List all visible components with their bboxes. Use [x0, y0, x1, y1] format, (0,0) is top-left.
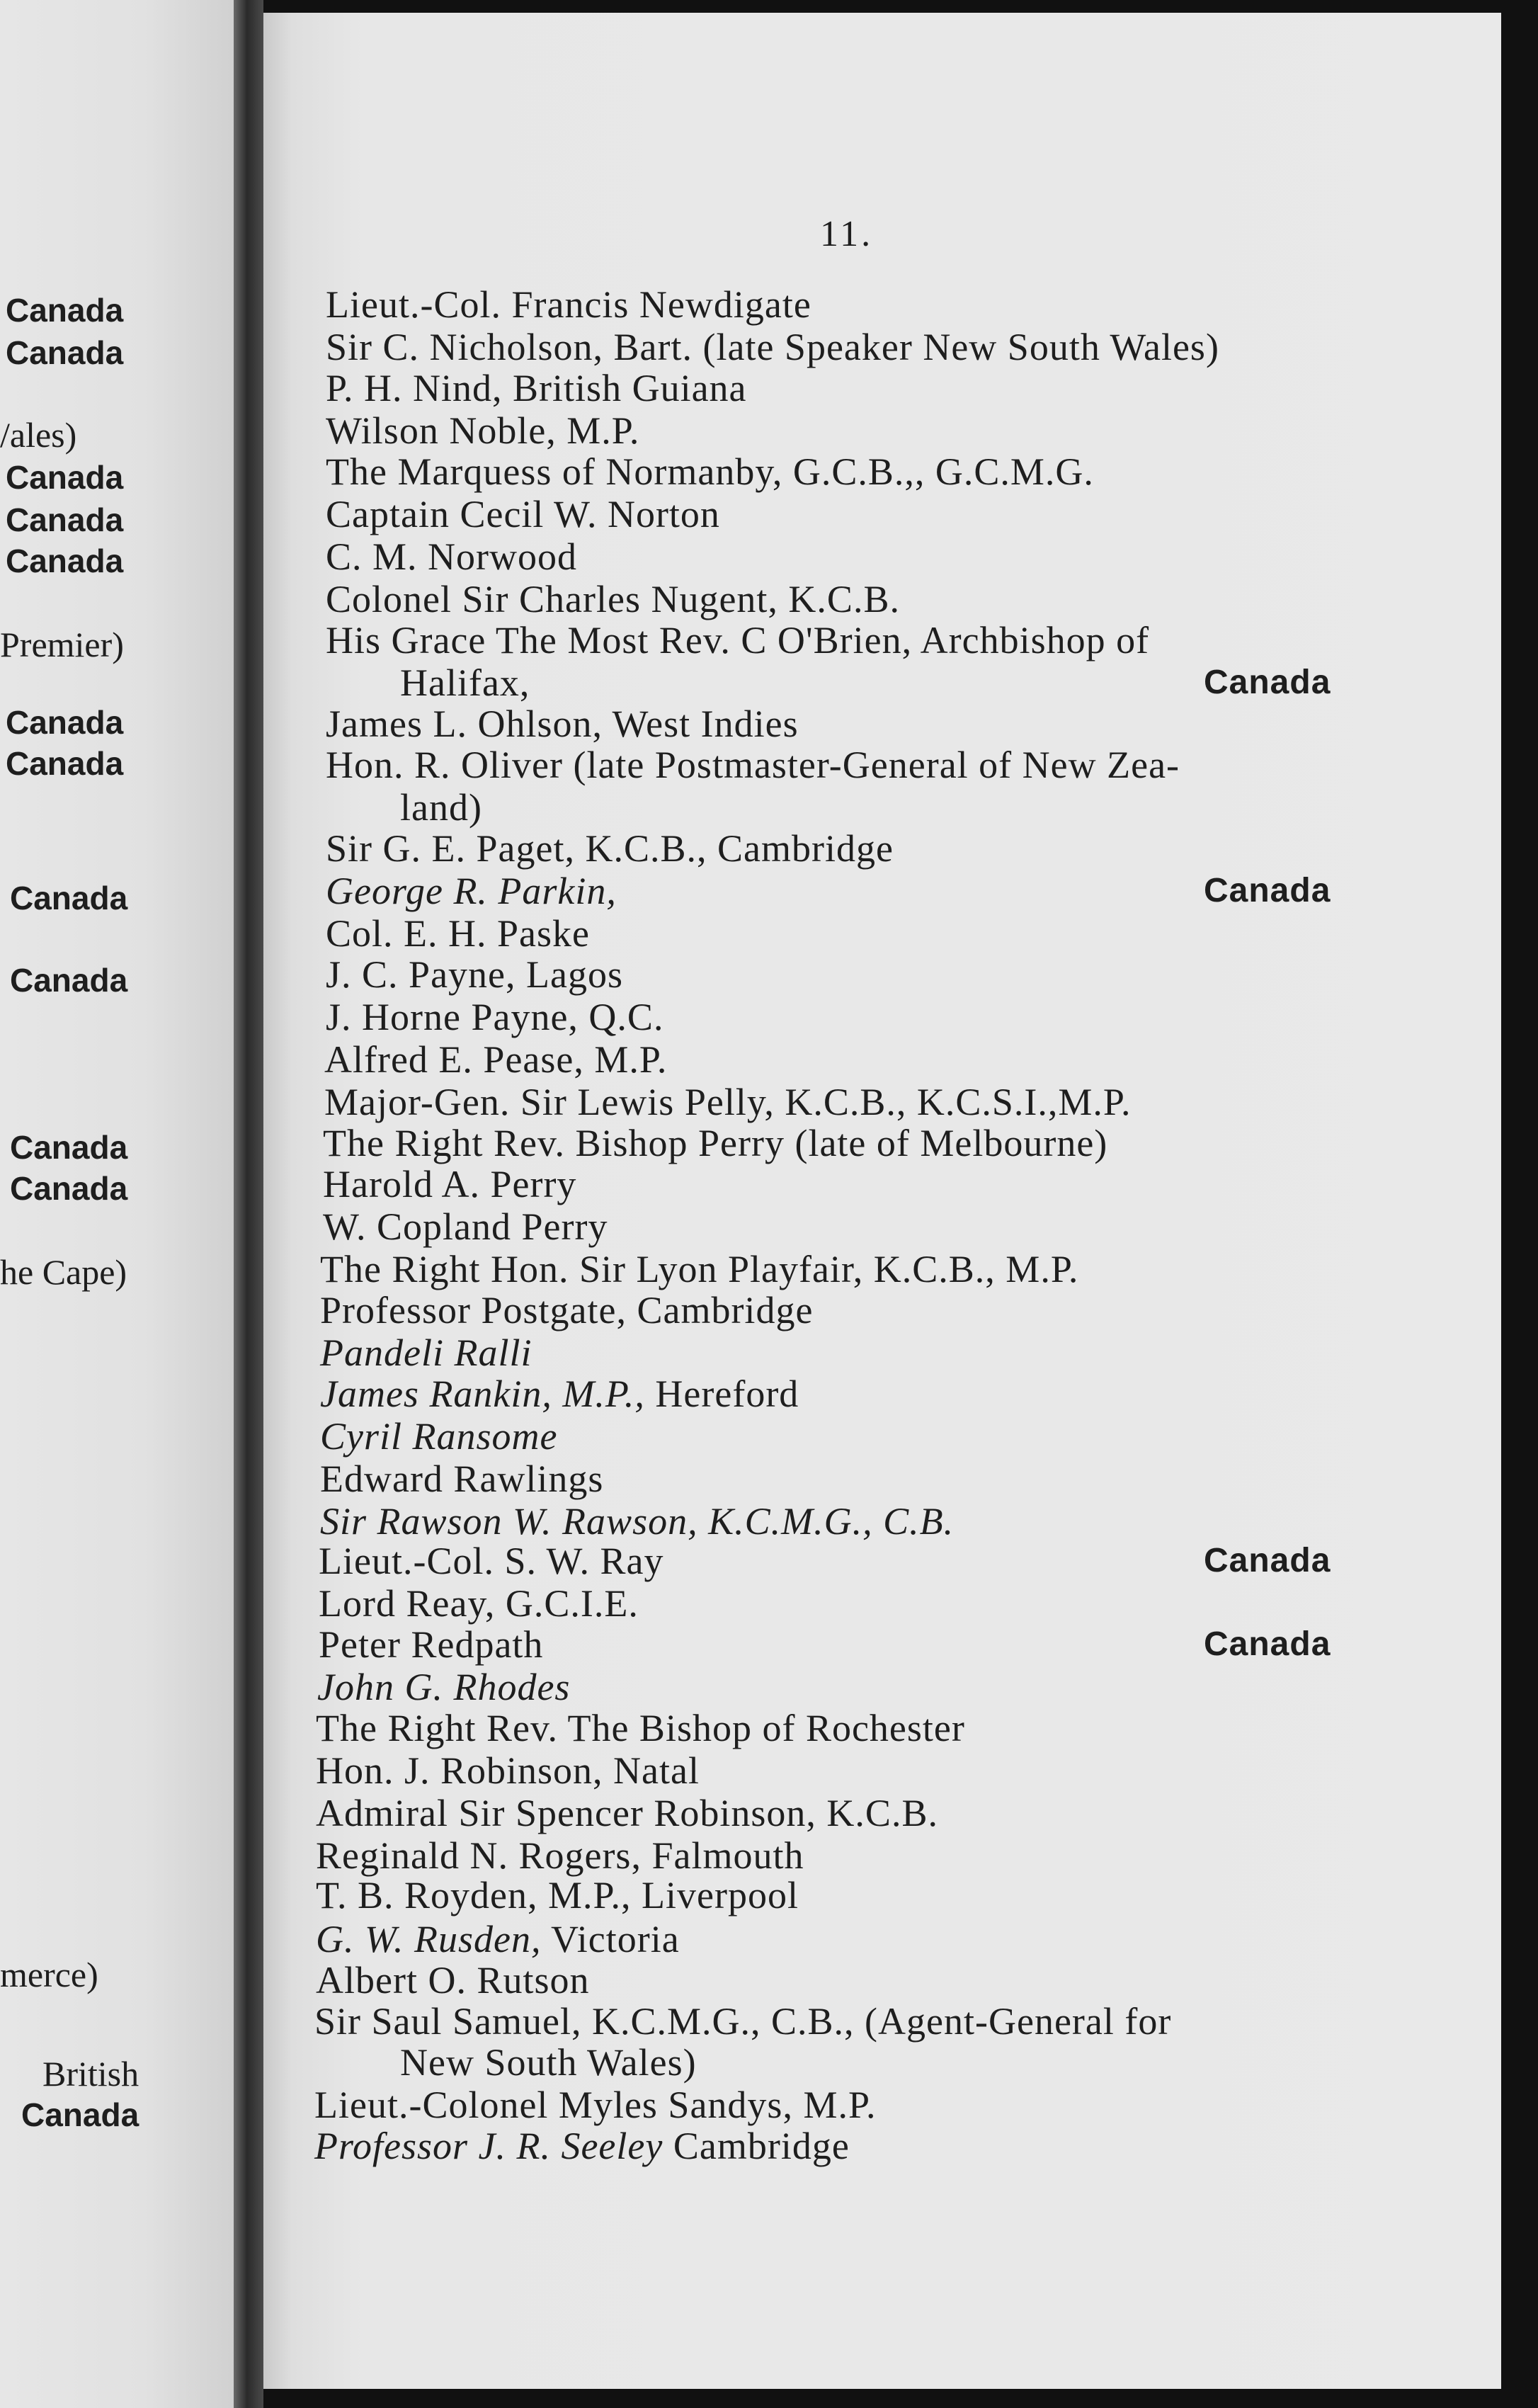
member-entry — [326, 912, 590, 955]
member-name: Col. E. H. Paske — [326, 912, 590, 955]
member-entry — [316, 1749, 700, 1792]
member-name: Harold A. Perry — [323, 1163, 577, 1205]
member-entry — [326, 367, 747, 409]
member-entry — [323, 1122, 1107, 1164]
member-name: Alfred E. Pease, M.P. — [324, 1038, 668, 1081]
member-entry — [320, 1415, 557, 1458]
left-page-fragment: Canada — [6, 459, 124, 496]
member-name: land) — [400, 786, 482, 829]
member-name: John G. Rhodes — [317, 1666, 571, 1708]
member-name: Hon. R. Oliver (late Postmaster-General of New Zea- — [326, 744, 1180, 786]
member-name: Lieut.-Col. S. W. Ray — [319, 1540, 664, 1582]
member-entry — [316, 1918, 680, 1960]
member-entry — [320, 1248, 1078, 1290]
member-name: Lieut.-Colonel Myles Sandys, M.P. — [314, 2084, 877, 2126]
member-entry — [326, 827, 894, 870]
member-entry — [324, 1081, 1131, 1123]
member-name: James L. Ohlson, West Indies — [326, 703, 799, 745]
page-number: 11. — [820, 214, 874, 254]
member-entry — [314, 2084, 877, 2126]
left-page-fragment: he Cape) — [0, 1252, 127, 1292]
member-name: J. Horne Payne, Q.C. — [326, 996, 664, 1038]
country-tag: Canada — [1204, 1542, 1331, 1579]
left-page-fragment: British — [42, 2054, 139, 2094]
member-entry — [316, 1959, 590, 2001]
member-name: James Rankin, M.P., — [320, 1373, 645, 1415]
member-entry — [320, 1500, 954, 1543]
left-page-fragment: Canada — [6, 745, 124, 782]
member-entry — [326, 283, 811, 326]
member-entry — [326, 493, 720, 535]
country-tag: Canada — [1204, 664, 1331, 701]
member-name: T. B. Royden, M.P., Liverpool — [316, 1874, 799, 1916]
member-name: His Grace The Most Rev. C O'Brien, Archbishop of — [326, 619, 1150, 661]
member-entry — [326, 996, 663, 1038]
member-entry — [326, 619, 1149, 661]
left-page-fragment: Premier) — [0, 625, 124, 664]
member-entry — [326, 744, 1180, 786]
member-name: Wilson Noble, M.P. — [326, 409, 640, 452]
member-entry — [316, 1792, 938, 1834]
member-name: J. C. Payne, Lagos — [326, 953, 623, 996]
member-entry — [400, 786, 482, 829]
country-tag: Canada — [1204, 872, 1331, 909]
member-name: Peter Redpath — [319, 1623, 544, 1666]
left-page-fragment: Canada — [6, 501, 124, 538]
member-entry — [326, 578, 900, 620]
member-name: C. M. Norwood — [326, 535, 578, 578]
member-name: Major-Gen. Sir Lewis Pelly, K.C.B., K.C.S.I.,M.P. — [324, 1081, 1132, 1123]
member-entry — [326, 535, 577, 578]
member-name: The Right Hon. Sir Lyon Playfair, K.C.B., M.P. — [320, 1248, 1079, 1290]
member-name: Cyril Ransome — [320, 1415, 558, 1458]
member-name: Professor J. R. Seeley — [314, 2125, 663, 2167]
member-entry — [314, 2125, 850, 2167]
member-name: W. Copland Perry — [323, 1205, 608, 1248]
member-entry — [326, 703, 799, 745]
left-page-fragment: Canada — [6, 704, 124, 741]
member-entry — [323, 1163, 576, 1205]
left-page-fragment: Canada — [6, 543, 124, 579]
left-page-fragment: Canada — [6, 292, 124, 329]
left-page-fragment: merce) — [0, 1955, 98, 1994]
member-entry — [314, 2000, 1171, 2043]
member-name: Colonel Sir Charles Nugent, K.C.B. — [326, 578, 900, 620]
left-page-fragment: Canada — [10, 1170, 128, 1207]
member-name: The Right Rev. The Bishop of Rochester — [316, 1707, 965, 1749]
member-entry — [400, 2041, 697, 2084]
member-name: Sir G. E. Paget, K.C.B., Cambridge — [326, 827, 894, 870]
left-page-fragment: Canada — [10, 1129, 128, 1166]
member-name: Pandeli Ralli — [320, 1331, 532, 1374]
member-name: Albert O. Rutson — [316, 1959, 590, 2001]
member-name: Sir Rawson W. Rawson, K.C.M.G., C.B. — [320, 1500, 955, 1543]
member-location: Hereford — [644, 1373, 799, 1415]
member-entry — [319, 1582, 639, 1625]
member-entry — [324, 1038, 667, 1081]
member-name: P. H. Nind, British Guiana — [326, 367, 747, 409]
member-entry — [319, 1623, 543, 1666]
member-entry — [316, 1834, 804, 1877]
member-name: G. W. Rusden, — [316, 1918, 542, 1960]
member-entry — [400, 661, 530, 704]
left-page-fragment: Canada — [10, 962, 128, 999]
member-entry — [320, 1331, 532, 1374]
member-entry — [326, 409, 639, 452]
member-entry — [317, 1666, 570, 1708]
left-page-fragment: /ales) — [0, 415, 77, 455]
left-page-fragment: Canada — [10, 880, 128, 916]
left-page-fragment: Canada — [21, 2096, 139, 2133]
member-name: Admiral Sir Spencer Robinson, K.C.B. — [316, 1792, 938, 1834]
member-entry — [323, 1205, 608, 1248]
member-name: George R. Parkin, — [326, 870, 617, 912]
member-name: Sir C. Nicholson, Bart. (late Speaker New South Wales) — [326, 326, 1219, 368]
member-name: Captain Cecil W. Norton — [326, 493, 720, 535]
member-location: Victoria — [541, 1918, 680, 1960]
member-entry — [316, 1707, 965, 1749]
member-name: Reginald N. Rogers, Falmouth — [316, 1834, 804, 1877]
member-name: The Marquess of Normanby, G.C.B.,, G.C.M.G. — [326, 450, 1094, 493]
member-entry — [326, 450, 1094, 493]
left-page-fragment: Canada — [6, 334, 124, 371]
member-name: The Right Rev. Bishop Perry (late of Melbourne) — [323, 1122, 1108, 1164]
member-entry — [320, 1458, 603, 1500]
member-name: Professor Postgate, Cambridge — [320, 1289, 814, 1331]
member-entry — [326, 953, 623, 996]
member-entry — [320, 1289, 813, 1331]
member-entry — [326, 870, 617, 912]
member-name: Edward Rawlings — [320, 1458, 604, 1500]
member-name: Lieut.-Col. Francis Newdigate — [326, 283, 811, 326]
member-entry — [319, 1540, 664, 1582]
member-entry — [320, 1373, 799, 1415]
member-name: Hon. J. Robinson, Natal — [316, 1749, 700, 1792]
member-entry — [326, 326, 1219, 368]
member-name: Lord Reay, G.C.I.E. — [319, 1582, 639, 1625]
member-name: Sir Saul Samuel, K.C.M.G., C.B., (Agent-General for — [314, 2000, 1172, 2043]
member-location: Cambridge — [663, 2125, 850, 2167]
country-tag: Canada — [1204, 1625, 1331, 1663]
member-name: New South Wales) — [400, 2041, 697, 2084]
member-entry — [316, 1874, 799, 1916]
member-name: Halifax, — [400, 661, 530, 704]
